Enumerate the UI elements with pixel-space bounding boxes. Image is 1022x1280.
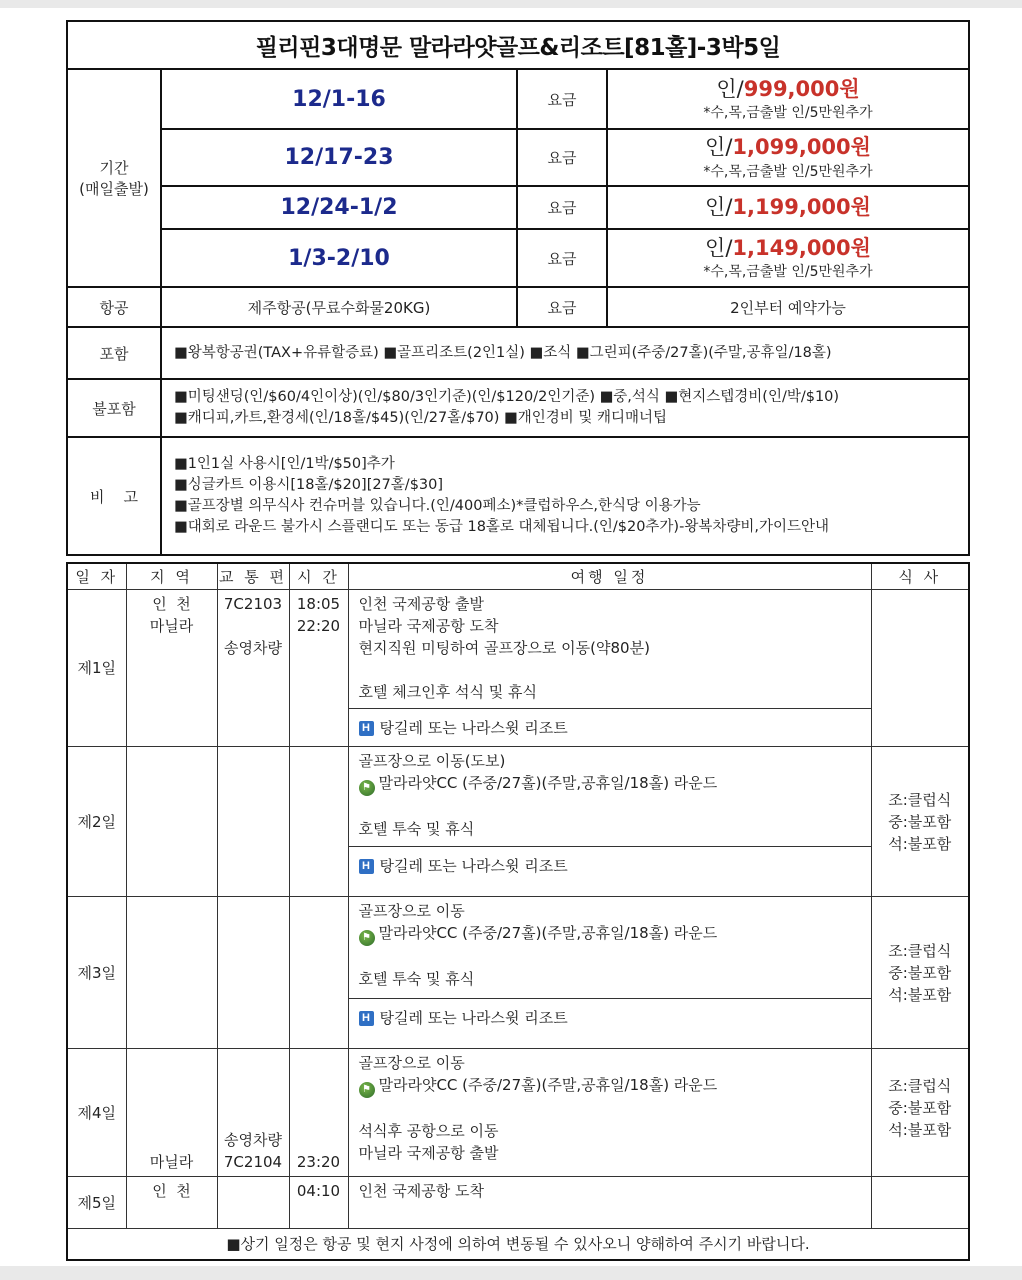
included-label: 포함 [67, 327, 161, 379]
meals-cell [871, 747, 969, 897]
meal-dinner: 석:불포함 [888, 1121, 952, 1139]
golf-line [349, 772, 871, 796]
hotel-row [349, 846, 871, 883]
price-prefix: 인/ [705, 195, 733, 220]
time: 18:05 [296, 595, 341, 613]
golf-flag-icon: ⚑ [359, 1082, 375, 1098]
schedule-line: 마닐라 국제공항 출발 [358, 1144, 499, 1162]
header-meals: 식 사 [871, 563, 969, 590]
meal-breakfast: 조:클럽식 [888, 790, 952, 809]
flight-number: 7C2104 [223, 1153, 283, 1171]
hotel-row [349, 998, 871, 1035]
airline-fee-value: 2인부터 예약가능 [607, 287, 969, 327]
meal-lunch: 중:불포함 [888, 812, 952, 831]
meal-lunch: 중:불포함 [888, 963, 952, 982]
price-cell [607, 69, 969, 129]
period-label: 기간 [99, 159, 129, 177]
schedule-line: 골프장으로 이동 [358, 1054, 465, 1072]
period-dates: 1/3-2/10 [161, 229, 517, 287]
hotel-icon: H [359, 859, 374, 874]
remarks-line: ■1인1실 사용시[인/1박/$50]추가 [174, 456, 395, 472]
time-cell [289, 1049, 348, 1177]
airline-fee-label: 요금 [517, 287, 607, 327]
meal-breakfast: 조:클럽식 [888, 941, 952, 960]
day-label: 제2일 [67, 747, 126, 897]
day-row-1 [67, 590, 969, 747]
price-cell [607, 129, 969, 186]
price-note: *수,목,금출발 인/5만원추가 [703, 264, 873, 281]
hotel-icon: H [359, 721, 374, 736]
region: 인 천 [152, 595, 191, 613]
fee-label: 요금 [517, 186, 607, 229]
region: 인 천 [152, 1182, 191, 1200]
airline-value: 제주항공(무료수화물20KG) [161, 287, 517, 327]
schedule-blank [349, 1098, 871, 1120]
price-cell [607, 186, 969, 229]
remarks-line: ■대회로 라운드 불가시 스플랜디도 또는 동급 18홀로 대체됩니다.(인/$20추가)-왕복차량비,가이드안내 [174, 519, 830, 535]
price-value: 999,000원 [743, 76, 860, 101]
price-cell [607, 229, 969, 287]
header-time: 시 간 [289, 563, 348, 590]
schedule-blank [349, 659, 871, 681]
transport-cell [217, 747, 289, 897]
golf-course: 말라라얏CC (주중/27홀)(주말,공휴일/18홀) 라운드 [378, 924, 718, 942]
schedule-line: 호텔 체크인후 석식 및 휴식 [358, 683, 537, 701]
schedule-blank [349, 796, 871, 818]
region: 마닐라 [149, 617, 194, 635]
schedule-line: 골프장으로 이동(도보) [358, 752, 506, 770]
header-transport: 교 통 편 [217, 563, 289, 590]
price-value: 1,099,000원 [732, 135, 871, 160]
region-cell [126, 1049, 217, 1177]
golf-line [349, 922, 871, 946]
day-row-3 [67, 897, 969, 1049]
schedule-line: 현지직원 미팅하여 골프장으로 이동(약80분) [358, 639, 650, 657]
meal-dinner: 석:불포함 [888, 834, 952, 853]
meals-cell [871, 590, 969, 747]
fee-label: 요금 [517, 69, 607, 129]
golf-flag-icon: ⚑ [359, 780, 375, 796]
time-cell [289, 897, 348, 1049]
meals-cell [871, 1177, 969, 1229]
schedule-blank [349, 946, 871, 968]
price-value: 1,149,000원 [732, 235, 871, 260]
hotel-row [349, 708, 871, 745]
day-label: 제4일 [67, 1049, 126, 1177]
included-list [161, 327, 969, 379]
region-cell [126, 747, 217, 897]
time-cell [289, 747, 348, 897]
meal-dinner: 석:불포함 [888, 985, 952, 1004]
schedule-line: 인천 국제공항 도착 [358, 1182, 484, 1200]
region-cell [126, 897, 217, 1049]
included-line: ■왕복항공권(TAX+유류할증료) ■골프리조트(2인1실) ■조식 ■그린피(주중/27홀)(주말,공휴일/18홀) [174, 344, 832, 361]
time: 22:20 [296, 617, 341, 635]
remarks-list [161, 437, 969, 555]
schedule-line: 호텔 투숙 및 휴식 [358, 820, 475, 838]
excluded-line: ■캐디피,카트,환경세(인/18홀/$45)(인/27홀/$70) ■개인경비 및 캐디매너팁 [174, 410, 668, 426]
golf-course: 말라라얏CC (주중/27홀)(주말,공휴일/18홀) 라운드 [378, 1076, 718, 1094]
airline-label: 항공 [67, 287, 161, 327]
day-label: 제3일 [67, 897, 126, 1049]
page-title: 필리핀3대명문 말라라얏골프&리조트[81홀]-3박5일 [67, 21, 969, 69]
hotel-name: 탕길레 또는 나라스윗 리조트 [379, 1009, 568, 1027]
hotel-name: 탕길레 또는 나라스윗 리조트 [379, 719, 568, 737]
region: 마닐라 [149, 1153, 194, 1171]
schedule-cell [348, 897, 871, 1049]
golf-flag-icon: ⚑ [359, 930, 375, 946]
schedule-line: 골프장으로 이동 [358, 902, 465, 920]
transport-cell [217, 1049, 289, 1177]
price-prefix: 인/ [705, 135, 733, 160]
day-label: 제5일 [67, 1177, 126, 1229]
header-day: 일 자 [67, 563, 126, 590]
meals-cell [871, 1049, 969, 1177]
transport-cell [217, 590, 289, 747]
transport-cell [217, 1177, 289, 1229]
price-prefix: 인/ [705, 235, 733, 260]
day-row-5 [67, 1177, 969, 1229]
page-bottom-edge [0, 1266, 1022, 1280]
page-top-edge [0, 0, 1022, 8]
fee-label: 요금 [517, 129, 607, 186]
header-schedule: 여행 일정 [348, 563, 871, 590]
region-cell [126, 1177, 217, 1229]
golf-line [349, 1074, 871, 1098]
header-region: 지 역 [126, 563, 217, 590]
transport-cell [217, 897, 289, 1049]
remarks-label: 비 고 [67, 437, 161, 555]
tour-info-table [66, 20, 970, 556]
excluded-list [161, 379, 969, 437]
remarks-line: ■싱글카트 이용시[18홀/$20][27홀/$30] [174, 477, 444, 493]
period-label-cell [67, 69, 161, 287]
schedule-line: 석식후 공항으로 이동 [358, 1122, 499, 1140]
schedule-cell [348, 1177, 871, 1229]
itinerary-table [66, 562, 970, 1261]
schedule-cell [348, 590, 871, 747]
day-row-4 [67, 1049, 969, 1177]
price-value: 1,199,000원 [732, 195, 871, 220]
fee-label: 요금 [517, 229, 607, 287]
period-dates: 12/24-1/2 [161, 186, 517, 229]
footer-note: ■상기 일정은 항공 및 현지 사정에 의하여 변동될 수 있사오니 양해하여 주시기 바랍니다. [67, 1229, 969, 1261]
period-dates: 12/1-16 [161, 69, 517, 129]
region-cell [126, 590, 217, 747]
period-sublabel: (매일출발) [79, 180, 149, 198]
schedule-cell [348, 1049, 871, 1177]
flight-number: 7C2103 [223, 595, 283, 613]
schedule-line: 마닐라 국제공항 도착 [358, 617, 499, 635]
period-dates: 12/17-23 [161, 129, 517, 186]
hotel-icon: H [359, 1011, 374, 1026]
schedule-line: 인천 국제공항 출발 [358, 595, 484, 613]
time: 04:10 [296, 1182, 341, 1200]
transfer: 송영차량 [224, 1131, 282, 1149]
price-note: *수,목,금출발 인/5만원추가 [703, 105, 873, 122]
hotel-name: 탕길레 또는 나라스윗 리조트 [379, 857, 568, 875]
meals-cell [871, 897, 969, 1049]
meal-lunch: 중:불포함 [888, 1099, 952, 1117]
price-prefix: 인/ [716, 76, 744, 101]
golf-course: 말라라얏CC (주중/27홀)(주말,공휴일/18홀) 라운드 [378, 774, 718, 792]
schedule-cell [348, 747, 871, 897]
time-cell [289, 1177, 348, 1229]
schedule-line: 호텔 투숙 및 휴식 [358, 970, 475, 988]
time: 23:20 [296, 1153, 341, 1171]
remarks-line: ■골프장별 의무식사 컨슈머블 있습니다.(인/400페소)*클럽하우스,한식당 이용가능 [174, 498, 701, 514]
day-row-2 [67, 747, 969, 897]
transfer: 송영차량 [224, 639, 282, 657]
meal-breakfast: 조:클럽식 [888, 1077, 952, 1095]
price-note: *수,목,금출발 인/5만원추가 [703, 163, 873, 180]
day-label: 제1일 [67, 590, 126, 747]
time-cell [289, 590, 348, 747]
excluded-line: ■미팅샌딩(인/$60/4인이상)(인/$80/3인기준)(인/$120/2인기준) ■중,석식 ■현지스텝경비(인/박/$10) [174, 389, 840, 405]
excluded-label: 불포함 [67, 379, 161, 437]
